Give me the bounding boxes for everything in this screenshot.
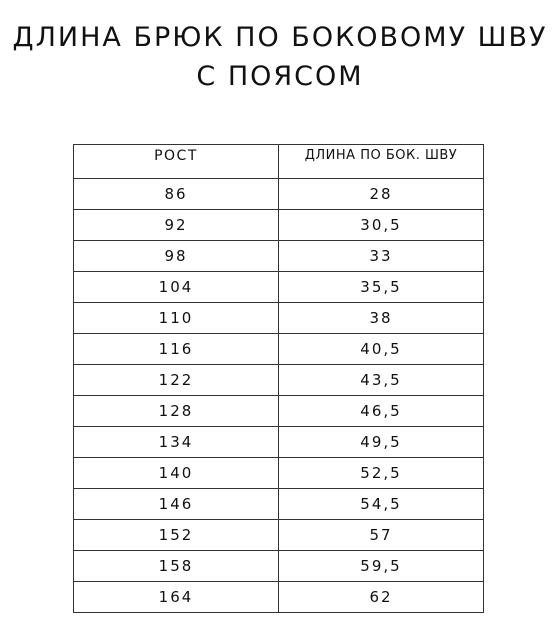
page-title: ДЛИНА БРЮК ПО БОКОВОМУ ШВУ [12,22,548,53]
height-cell: 116 [74,334,279,365]
length-cell: 46,5 [279,396,484,427]
length-cell: 30,5 [279,210,484,241]
table-row [74,334,484,365]
length-cell: 28 [279,179,484,210]
length-cell: 40,5 [279,334,484,365]
length-cell: 38 [279,303,484,334]
height-cell: 152 [74,520,279,551]
height-cell: 110 [74,303,279,334]
table-row [74,582,484,613]
length-cell: 59,5 [279,551,484,582]
length-cell: 49,5 [279,427,484,458]
column-header-height: РОСТ [74,145,279,179]
table-row [74,272,484,303]
table-row [74,489,484,520]
length-cell: 62 [279,582,484,613]
table-row [74,210,484,241]
table-body [74,179,484,613]
height-cell: 98 [74,241,279,272]
length-cell: 33 [279,241,484,272]
table-header-row [74,145,484,179]
table-row [74,551,484,582]
height-cell: 128 [74,396,279,427]
height-cell: 86 [74,179,279,210]
height-cell: 140 [74,458,279,489]
height-cell: 122 [74,365,279,396]
column-header-length: ДЛИНА ПО БОК. ШВУ [279,145,484,179]
height-cell: 104 [74,272,279,303]
table-row [74,241,484,272]
length-cell: 57 [279,520,484,551]
length-cell: 54,5 [279,489,484,520]
length-cell: 52,5 [279,458,484,489]
size-table [73,144,484,613]
height-cell: 164 [74,582,279,613]
page-subtitle: С ПОЯСОМ [196,61,364,92]
height-cell: 146 [74,489,279,520]
length-cell: 43,5 [279,365,484,396]
table-row [74,520,484,551]
height-cell: 158 [74,551,279,582]
height-cell: 92 [74,210,279,241]
height-cell: 134 [74,427,279,458]
length-cell: 35,5 [279,272,484,303]
table-row [74,458,484,489]
table-row [74,303,484,334]
table-row [74,365,484,396]
table-row [74,396,484,427]
table-row [74,179,484,210]
table-row [74,427,484,458]
